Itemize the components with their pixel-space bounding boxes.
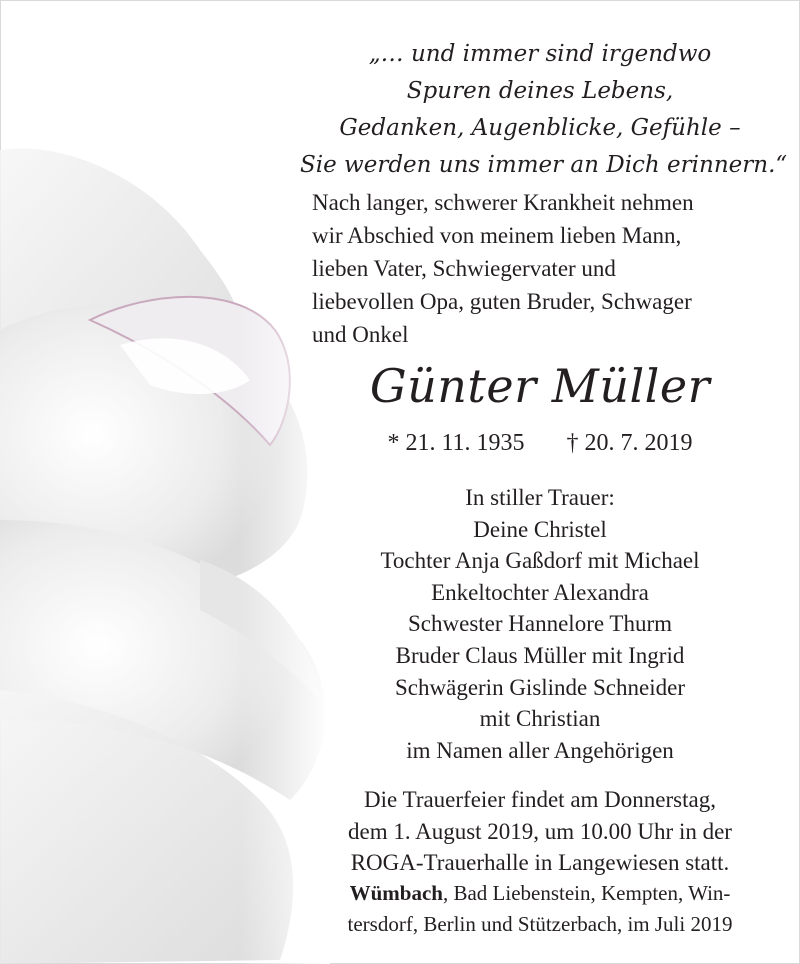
birth-date: * 21. 11. 1935 (387, 430, 525, 456)
place-name: Wümbach (349, 881, 443, 905)
service-line: ROGA-Trauerhalle in Langewiesen statt. (350, 850, 730, 875)
place-and-date (300, 878, 780, 940)
mourner-line: Enkeltochter Alexandra (431, 579, 649, 605)
poem-line: Sie werden uns immer an Dich erinnern.“ (300, 152, 788, 178)
mourner-line: Schwägerin Gislinde Schneider (395, 674, 685, 700)
mourner-line: Tochter Anja Gaßdorf mit Michael (380, 548, 700, 574)
poem-quote (300, 36, 788, 184)
service-line: dem 1. August 2019, um 10.00 Uhr in der (348, 818, 732, 844)
mourner-line: mit Christian (479, 706, 601, 732)
mourner-line: Schwester Hannelore Thurm (408, 611, 672, 637)
announcement-line: lieben Vater, Schwiegervater und (312, 256, 616, 281)
place-line: tersdorf, Berlin und Stützerbach, im Juli 2019 (347, 912, 733, 936)
place-line (300, 878, 780, 909)
announcement-line: wir Abschied von meinem lieben Mann, (312, 223, 682, 248)
poem-line: Spuren deines Lebens, (406, 78, 674, 104)
place-list: , Bad Liebenstein, Kempten, Win- (442, 881, 731, 905)
life-dates (300, 428, 780, 458)
mourners-list (300, 482, 780, 766)
poem-line: „… und immer sind irgendwo (368, 41, 712, 67)
mourner-line: im Namen aller Angehörigen (406, 737, 674, 763)
mourner-line: Bruder Claus Müller mit Ingrid (395, 642, 685, 668)
announcement-line: Nach langer, schwerer Krankheit nehmen (312, 190, 694, 215)
poem-line: Gedanken, Augenblicke, Gefühle – (339, 115, 741, 141)
mourner-line: Deine Christel (473, 516, 607, 542)
announcement-text (312, 186, 782, 351)
death-date: † 20. 7. 2019 (566, 430, 693, 456)
deceased-name: Günter Müller (369, 359, 711, 413)
announcement-line: und Onkel (312, 322, 409, 347)
funeral-service-info (300, 784, 780, 879)
mourner-line: In stiller Trauer: (465, 485, 615, 510)
announcement-line: liebevollen Opa, guten Bruder, Schwager (312, 289, 692, 314)
service-line: Die Trauerfeier findet am Donnerstag, (364, 787, 716, 812)
